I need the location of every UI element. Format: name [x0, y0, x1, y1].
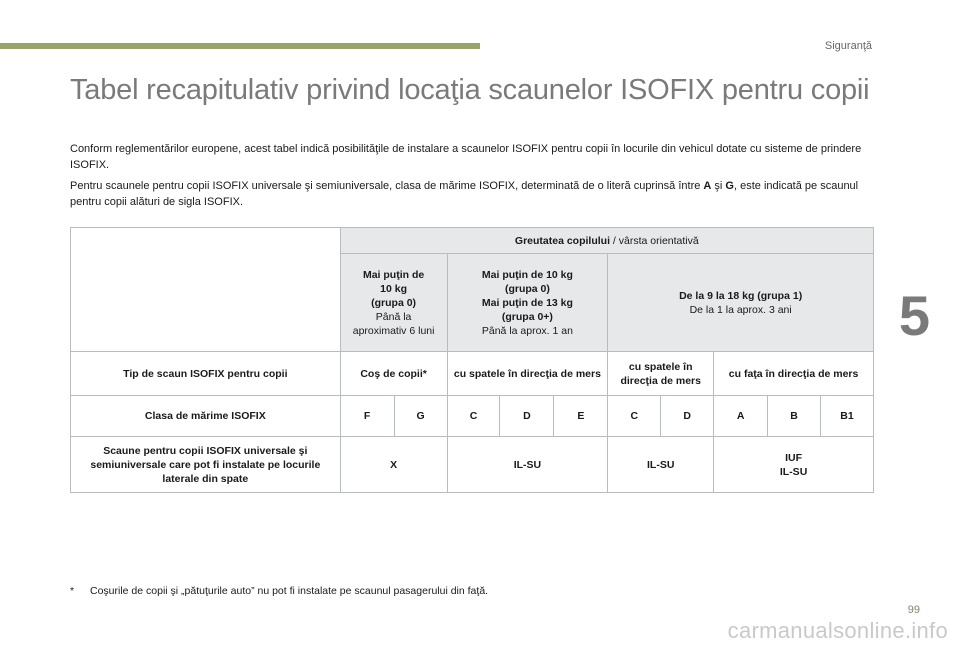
intro-p2-class-g: G	[725, 180, 734, 192]
group-0plus-line: (grupa 0+)	[501, 310, 553, 323]
type-forward-facing: cu faţa în direcţia de mers	[714, 352, 874, 396]
seat-rear-1-value: IL-SU	[608, 437, 714, 493]
class-cell: E	[554, 396, 608, 437]
seat-carrycot-value: X	[340, 437, 447, 493]
group-0-line: 10 kg	[380, 282, 408, 295]
class-cell: F	[340, 396, 394, 437]
weight-header	[340, 228, 873, 254]
footnote-text: Coşurile de copii şi „pătuţurile auto” nu pot fi instalate pe scaunul pasagerului din faţă.	[90, 585, 489, 597]
header-accent-bar	[0, 43, 480, 49]
class-cell: G	[394, 396, 447, 437]
intro-paragraph-1: Conform reglementărilor europene, acest tabel indică posibilităţile de instalare a scaunelor ISOFIX pentru copii în locurile din vehicul dotate cu sisteme de prindere ISOFIX.	[70, 143, 862, 171]
seat-forward-line: IL-SU	[779, 465, 808, 478]
intro-p2-text: Pentru scaunele pentru copii ISOFIX universale şi semiuniversale, clasa de mărime ISOFIX, determinată de o literă cuprinsă între	[70, 180, 704, 192]
group-0plus-line: (grupa 0)	[504, 282, 550, 295]
group-0plus-line: Până la aprox. 1 an	[481, 324, 573, 337]
intro-p2-text-end: , este indicată pe scaunul pentru copii alături de sigla ISOFIX.	[70, 180, 859, 208]
class-cell: A	[714, 396, 768, 437]
section-label: Siguranţă	[824, 40, 872, 52]
type-rear-facing-0plus: cu spatele în direcţia de mers	[447, 352, 608, 396]
row-class-label: Clasa de mărime ISOFIX	[71, 396, 341, 437]
class-cell: C	[608, 396, 661, 437]
isofix-table	[70, 227, 874, 493]
group-1-header	[608, 254, 874, 352]
intro-paragraph-2	[70, 179, 878, 210]
watermark: carmanualsonline.info	[727, 618, 948, 643]
class-cell: B	[768, 396, 821, 437]
group-1-line: De la 9 la 18 kg (grupa 1)	[679, 289, 803, 302]
seat-rear-0plus-value: IL-SU	[447, 437, 608, 493]
class-cell: C	[447, 396, 500, 437]
table-corner-cell	[71, 228, 341, 352]
seat-forward-line: IUF	[785, 451, 803, 464]
row-type-label: Tip de scaun ISOFIX pentru copii	[71, 352, 341, 396]
seat-forward-value	[714, 437, 874, 493]
type-rear-facing-1: cu spatele în direcţia de mers	[608, 352, 714, 396]
class-cell: D	[661, 396, 714, 437]
weight-header-rest: / vârsta orientativă	[610, 234, 699, 247]
group-0-line: (grupa 0)	[371, 296, 417, 309]
group-0plus-line: Mai puţin de 13 kg	[481, 296, 573, 309]
class-cell: D	[500, 396, 554, 437]
group-1-line: De la 1 la aprox. 3 ani	[689, 303, 792, 316]
type-carrycot: Coş de copii*	[340, 352, 447, 396]
intro-text	[70, 142, 878, 216]
chapter-number: 5	[898, 284, 930, 347]
group-0-line: Mai puţin de	[362, 268, 425, 281]
page-number: 99	[907, 604, 920, 616]
weight-header-bold: Greutatea copilului	[514, 234, 611, 247]
page-title: Tabel recapitulativ privind locaţia scaunelor ISOFIX pentru copii	[70, 74, 870, 106]
group-0-line: Până la	[375, 310, 412, 323]
intro-p2-text-mid: şi	[711, 180, 726, 192]
footnote-marker: *	[70, 585, 75, 597]
footnote	[70, 585, 488, 597]
group-0plus-line: Mai puţin de 10 kg	[481, 268, 573, 281]
class-cell: B1	[820, 396, 873, 437]
group-0-header	[340, 254, 447, 352]
group-0-line: aproximativ 6 luni	[352, 324, 435, 337]
row-seats-label: Scaune pentru copii ISOFIX universale şi semiuniversale care pot fi instalate pe locurile laterale din spate	[71, 437, 341, 493]
intro-p2-class-a: A	[703, 180, 712, 192]
group-0plus-header	[447, 254, 608, 352]
